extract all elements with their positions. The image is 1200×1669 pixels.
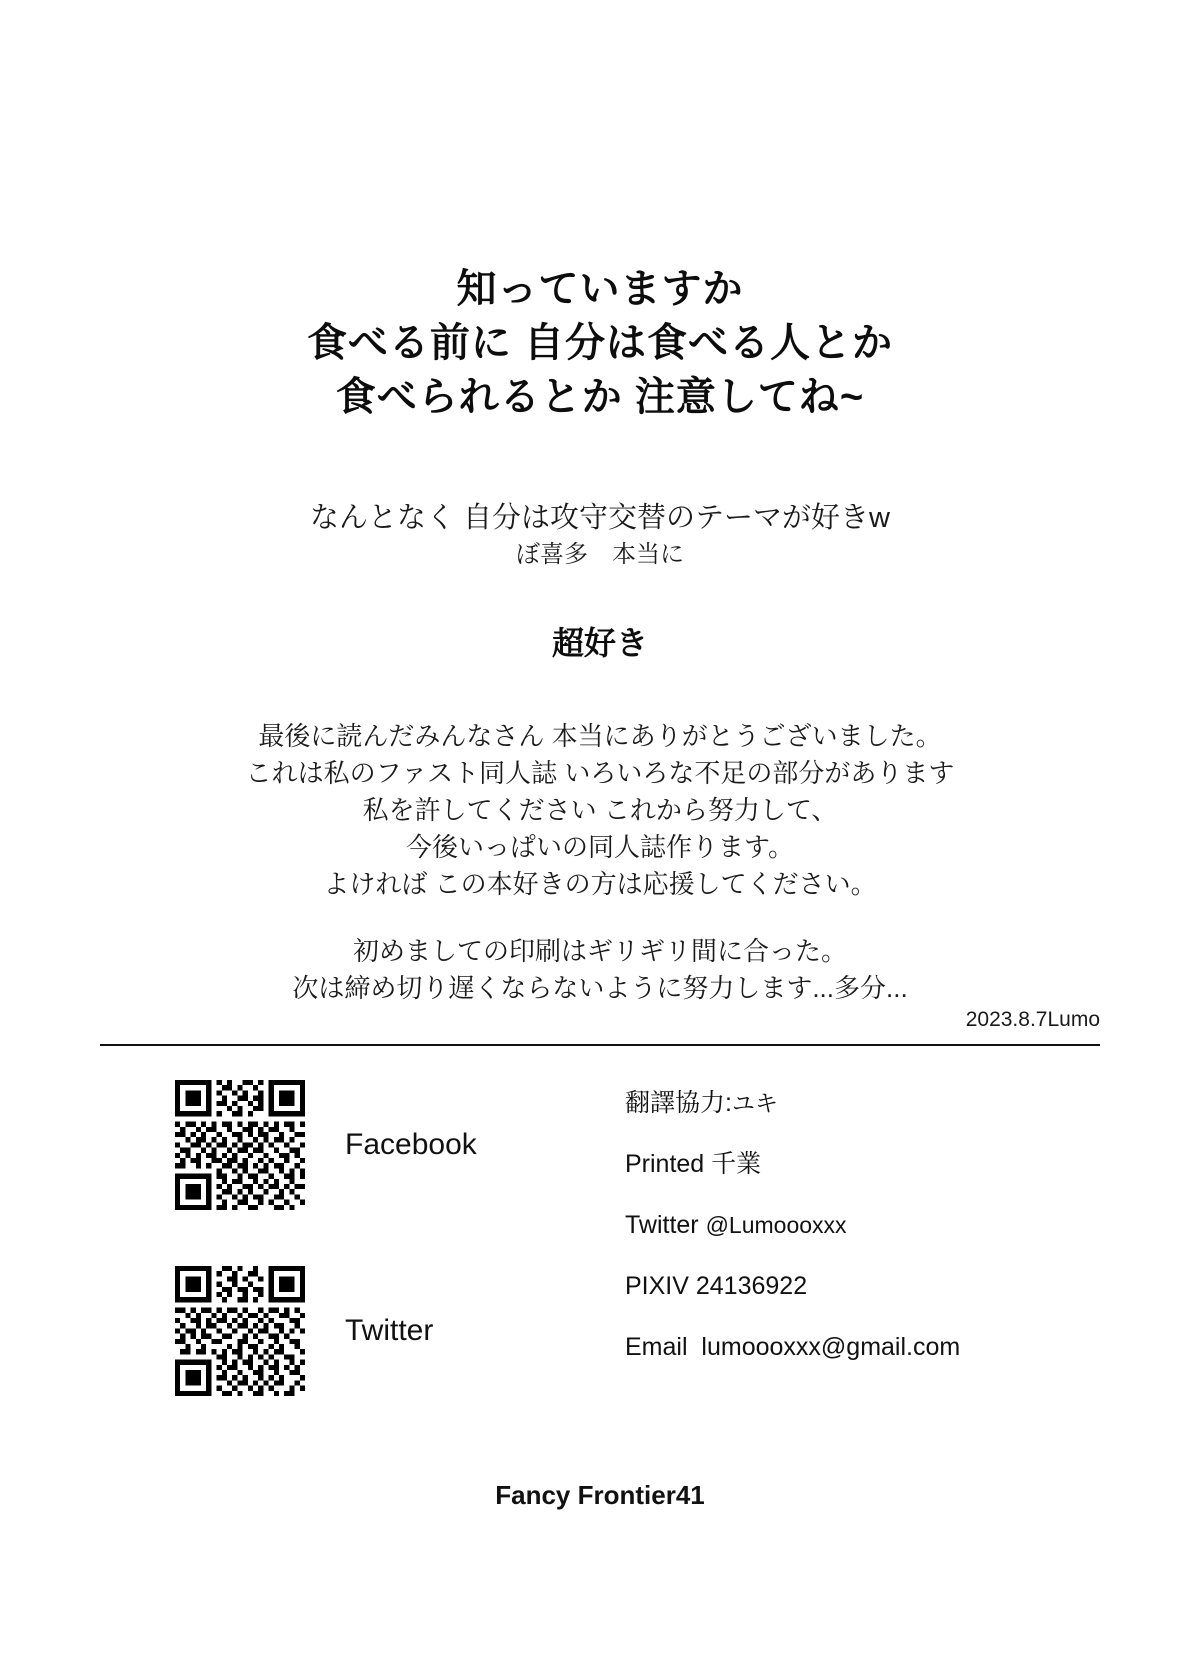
afterword-p1-line-3: 私を許してください これから努力して、 xyxy=(362,795,838,825)
contact-twitter[interactable] xyxy=(625,1210,1105,1240)
qr-code-twitter-icon[interactable] xyxy=(175,1266,305,1396)
afterword-p1-line-1: 最後に読んだみんなさん 本当にありがとうございました。 xyxy=(258,721,942,751)
afterword-p1-line-2: これは私のファスト同人誌 いろいろな不足の部分があります xyxy=(245,758,955,788)
mid-comment-line-2: ぼ喜多 本当に xyxy=(516,541,684,568)
mid-comment-line-1: なんとなく 自分は攻守交替のテーマが好きw xyxy=(309,502,890,534)
contact-pixiv-value[interactable]: 24136922 xyxy=(695,1272,808,1300)
contact-email-value[interactable]: lumoooxxx@gmail.com xyxy=(701,1333,961,1361)
contact-pixiv[interactable] xyxy=(625,1271,1105,1301)
footer-contact-area xyxy=(0,1066,1200,1466)
headline-line-1: 知っていますか xyxy=(456,267,744,311)
contact-printed-key: Printed xyxy=(625,1150,705,1178)
contact-email-key: Email xyxy=(625,1333,688,1361)
contact-twitter-key: Twitter xyxy=(625,1211,699,1239)
contact-printed-value: 千業 xyxy=(711,1150,762,1178)
afterword-p2-line-1: 初めましての印刷はギリギリ間に合った。 xyxy=(352,936,847,966)
afterword-p1-line-4: 今後いっぱいの同人誌作ります。 xyxy=(406,832,794,862)
afterword-p2-line-2: 次は締め切り遅くならないように努力します...多分... xyxy=(292,973,908,1003)
headline-line-3: 食べられるとか 注意してね~ xyxy=(335,375,865,419)
qr-label-twitter: Twitter xyxy=(345,1314,434,1347)
contact-info-list xyxy=(625,1088,1105,1393)
afterword-block xyxy=(0,718,1200,1007)
headline-block xyxy=(0,262,1200,424)
afterword-paragraph-2 xyxy=(0,933,1200,1007)
qr-row-facebook[interactable] xyxy=(175,1080,477,1210)
contact-translator-key: 翻譯協力: xyxy=(625,1089,732,1117)
afterword-p1-line-5: よければ この本好きの方は応援してください。 xyxy=(323,869,877,899)
contact-pixiv-key: PIXIV xyxy=(625,1272,689,1300)
mid-comment-block xyxy=(0,498,1200,664)
afterword-paragraph-1 xyxy=(0,718,1200,903)
contact-translator-value: ユキ xyxy=(731,1090,778,1116)
event-name: Fancy Frontier41 xyxy=(495,1480,705,1510)
contact-email[interactable] xyxy=(625,1332,1105,1362)
contact-twitter-value[interactable]: @Lumoooxxx xyxy=(705,1212,847,1238)
qr-label-facebook: Facebook xyxy=(345,1128,477,1161)
headline-line-2: 食べる前に 自分は食べる人とか xyxy=(306,321,894,365)
contact-translator xyxy=(625,1088,1105,1118)
mid-comment-emphasis: 超好き xyxy=(551,625,648,661)
qr-code-facebook-icon[interactable] xyxy=(175,1080,305,1210)
horizontal-rule xyxy=(100,1044,1100,1046)
contact-printed xyxy=(625,1149,1105,1179)
qr-row-twitter[interactable] xyxy=(175,1266,433,1396)
signature-date: 2023.8.7Lumo xyxy=(965,1008,1100,1031)
